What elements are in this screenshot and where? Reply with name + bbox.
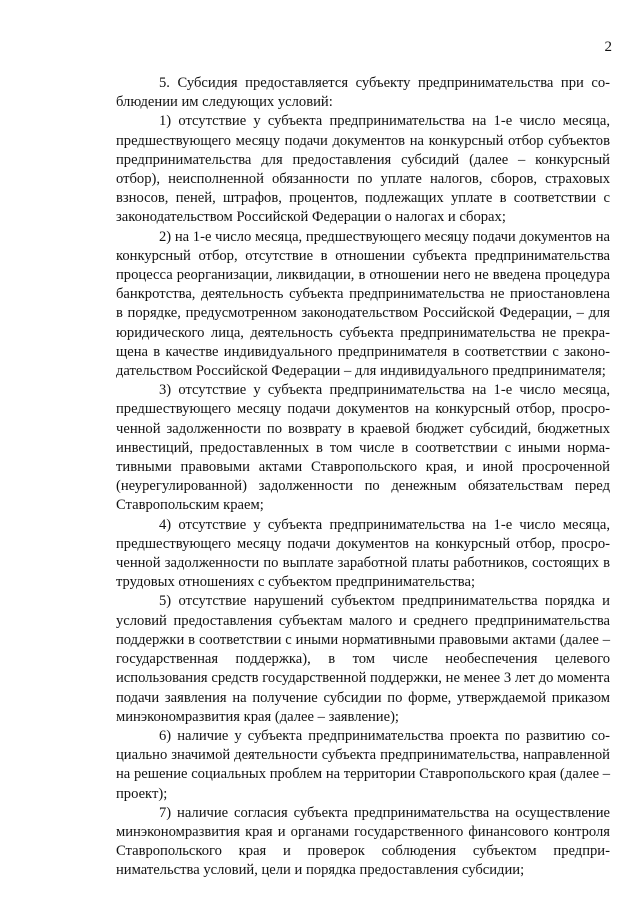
document-body (116, 74, 610, 881)
paragraph-condition-3: 3) отсутствие у субъекта предпринимательства на 1-е число месяца, предшествующего месяцу подачи документов на конкурсный отбор, просроченной задолженности по возврату в краевой бюджет субсидий, бюджетных инвестиций, предоставленных в том числе в соответствии с иными нормативными правовыми актами Ставропольского края, и иной просроченной (неурегулированной) задолженности по денежным обязательствам перед Ставропольским краем; (116, 382, 610, 514)
paragraph-condition-4: 4) отсутствие у субъекта предпринимательства на 1-е число месяца, предшествующего месяцу подачи документов на конкурсный отбор, просроченной задолженности по выплате заработной платы работников, состоящих в трудовых отношениях с субъектом предпринимательства; (116, 516, 610, 591)
paragraph-intro: 5. Субсидия предоставляется субъекту предпринимательства при соблюдении им следующих условий: (116, 75, 610, 111)
paragraph-condition-7: 7) наличие согласия субъекта предпринимательства на осуществление минэкономразвития края и органами государственного финансового контроля Ставропольского края и проверок соблюдения субъектом предпринимательства условий, цели и порядка предоставления субсидии; (116, 804, 610, 879)
paragraph-condition-2: 2) на 1-е число месяца, предшествующего месяцу подачи документов на конкурсный отбор, отсутствие в отношении субъекта предпринимательства процесса реорганизации, ликвидации, в отношении него не введена процедура банкротства, деятельность субъекта предпринимательства не приостановлена в порядке, предусмотренном законодательством Российской Федерации, – для юридического лица, деятельность субъекта предпринимательства не прекращена в качестве индивидуального предпринимателя в соответствии с законодательством Российской Федерации – для индивидуального предпринимателя; (116, 228, 610, 380)
paragraph-condition-1: 1) отсутствие у субъекта предпринимательства на 1-е число месяца, предшествующего месяцу подачи документов на конкурсный отбор субъектов предпринимательства для предоставления субсидий (далее – конкурсный отбор), неисполненной обязанности по уплате налогов, сборов, страховых взносов, пеней, штрафов, процентов, подлежащих уплате в соответствии с законодательством Российской Федерации о налогах и сборах; (116, 113, 610, 226)
paragraph-condition-6: 6) наличие у субъекта предпринимательства проекта по развитию социально значимой деятельности субъекта предпринимательства, направленной на решение социальных проблем на территории Ставропольского края (далее – проект); (116, 727, 610, 802)
page-number: 2 (604, 39, 612, 55)
paragraph-condition-5: 5) отсутствие нарушений субъектом предпринимательства порядка и условий предоставления субъектам малого и среднего предпринимательства поддержки в соответствии с иными нормативными правовыми актами (далее – государственная поддержка), в том числе необеспечения целевого использования средств государственной поддержки, не менее 3 лет до момента подачи заявления на получение субсидии по форме, утверждаемой приказом минэкономразвития края (далее – заявление); (116, 593, 610, 725)
